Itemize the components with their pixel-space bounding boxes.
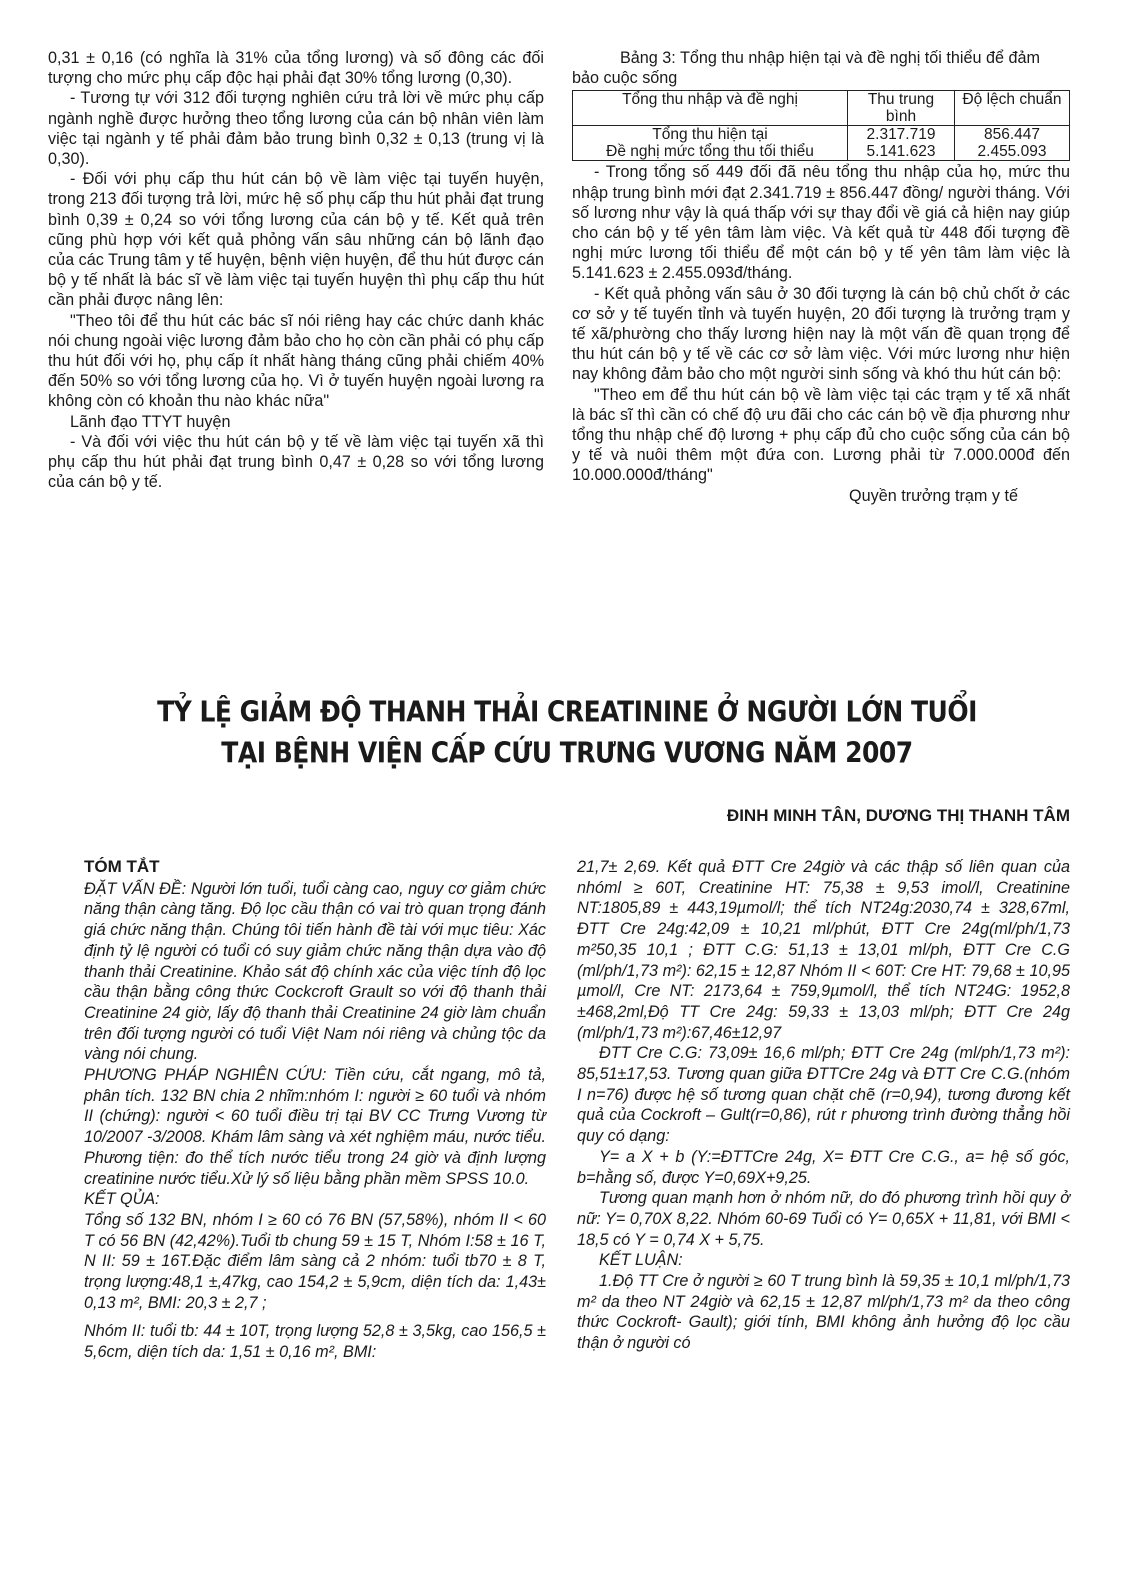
paragraph: Nhóm II: tuổi tb: 44 ± 10T, trọng lượng 52,8 ± 3,5kg, cao 156,5 ± 5,6cm, diện tích da: 1,51 ± 0,16 m², BMI: bbox=[84, 1322, 546, 1362]
table-header-row bbox=[573, 91, 1070, 126]
article-title-line-1: TỶ LỆ GIẢM ĐỘ THANH THẢI CREATININE Ở NGƯỜI LỚN TUỔI bbox=[157, 694, 977, 729]
paragraph: PHƯƠNG PHÁP NGHIÊN CỨU: Tiền cứu, cắt ngang, mô tả, phân tích. 132 BN chia 2 nhĩm:nhóm I: người ≥ 60 tuổi và nhóm II (chứng): người < 60 tuổi điều trị tại BV CC Trưng Vương từ 10/2007 -3/2008. Khám lâm sàng và xét nghiệm máu, nước tiểu. Phương tiện: đo thể tích nước tiểu trong 24 giờ và định lượng creatinine nước tiểu.Xử lý số liệu bằng phần mềm SPSS 10.0. bbox=[84, 1066, 546, 1188]
table-row bbox=[573, 126, 1070, 144]
paragraph: 1.Độ TT Cre ở người ≥ 60 T trung bình là 59,35 ± 10,1 ml/ph/1,73 m² da theo NT 24giờ và 62,15 ± 12,87 ml/ph/1,73 m² da theo công thức Cockroft- Gault); giới tính, BMI không ảnh hưởng độ lọc cầu thận ở người có bbox=[577, 1272, 1070, 1353]
table-header: Độ lệch chuẩn bbox=[955, 91, 1070, 126]
paragraph: - Và đối với việc thu hút cán bộ y tế về làm việc tại tuyến xã thì phụ cấp thu hút phải đạt trung bình 0,47 ± 0,28 so với tổng lương của cán bộ y tế. bbox=[48, 432, 544, 492]
section-heading: KẾT LUẬN: bbox=[599, 1251, 683, 1270]
equation: Y= a X + b (Y:=ĐTTCre 24g, X= ĐTT Cre C.G., a= hệ số góc, b=hằng số, được Y=0,69X+9,25. bbox=[577, 1147, 1070, 1187]
article-authors: ĐINH MINH TÂN, DƯƠNG THỊ THANH TÂM bbox=[726, 806, 1070, 825]
top-right-column bbox=[572, 48, 1070, 506]
quote-attribution: Lãnh đạo TTYT huyện bbox=[70, 412, 231, 431]
income-table bbox=[572, 90, 1070, 161]
table-cell: Đề nghị mức tổng thu tối thiểu bbox=[573, 143, 848, 161]
table-cell: 856.447 bbox=[955, 126, 1070, 144]
table-caption: Bảng 3: Tổng thu nhập hiện tại và đề nghị tối thiểu để đảm bảo cuộc sống bbox=[572, 49, 1040, 88]
table-cell: 2.455.093 bbox=[955, 143, 1070, 161]
quote-attribution: Quyền trưởng trạm y tế bbox=[849, 486, 1018, 505]
top-left-column bbox=[48, 48, 544, 492]
paragraph: 0,31 ± 0,16 (có nghĩa là 31% của tổng lương) và số đông các đối tượng cho mức phụ cấp độc hại phải đạt 30% tổng lương (0,30). bbox=[48, 49, 544, 88]
paragraph: - Đối với phụ cấp thu hút cán bộ về làm việc tại tuyến huyện, trong 213 đối tượng trả lời, mức hệ số phụ cấp thu hút phải đạt trung bình 0,39 ± 0,24 so với tổng lương của cán bộ y tế. Kết quả trên cũng phù hợp với kết quả phỏng vấn sâu những cán bộ lãnh đạo của các Trung tâm y tế huyện, bệnh viện huyện, để thu hút được cán bộ y tế nhất là bác sĩ về làm việc tại tuyến huyện thì phụ cấp thu hút cần phải được nâng lên: bbox=[48, 170, 544, 310]
paragraph: Tương quan mạnh hơn ở nhóm nữ, do đó phương trình hồi quy ở nữ: Y= 0,70X 8,22. Nhóm 60-69 Tuổi có Y= 0,65X + 11,81, với BMI < 18,5 có Y = 0,74 X + 5,75. bbox=[577, 1189, 1070, 1249]
paragraph: - Trong tổng số 449 đối đã nêu tổng thu nhập của họ, mức thu nhập trung bình mới đạt 2.341.719 ± 856.447 đồng/ người tháng. Với số lương như vậy là quá thấp với sự thay đổi về giá cả hiện nay giúp cho cán bộ y tế yên tâm làm việc. Và kết quả từ 448 đối tượng đề nghị mức lương tối thiểu để một cán bộ y tế yên tâm làm việc là 5.141.623 ± 2.455.093đ/tháng. bbox=[572, 163, 1070, 283]
section-heading: KẾT QỦA: bbox=[84, 1190, 160, 1209]
paragraph: ĐTT Cre C.G: 73,09± 16,6 ml/ph; ĐTT Cre 24g (ml/ph/1,73 m²): 85,51±17,53. Tương quan giữa ĐTTCre 24g và ĐTT Cre C.G.(nhóm I n=76) được hệ số tương quan chặt chẽ (r=0,94), tương đương kết quả của Cockroft – Gult(r=0,86), rút r phương trình đường thẳng hồi quy có dạng: bbox=[577, 1044, 1070, 1146]
abstract-left-column bbox=[84, 857, 546, 1363]
quote: "Theo tôi để thu hút các bác sĩ nói riêng hay các chức danh khác nói chung ngoài việc lương đảm bảo cho họ còn cần phải có phụ cấp thu hút đối với họ, phụ cấp ít nhất hàng tháng cũng phải chiếm 40% đến 50% so với tổng lương của họ. Vì ở tuyến huyện ngoài lương ra không còn có khoản thu nào khác nữa" bbox=[48, 311, 544, 411]
paragraph: 21,7± 2,69. Kết quả ĐTT Cre 24giờ và các thập số liên quan của nhóml ≥ 60T, Creatinine HT: 75,38 ± 9,53 imol/l, Creatinine NT:1805,89 ± 443,19µmol/l; thể tích NT24g:2030,74 ± 328,67ml, ĐTT Cre 24g:42,09 ± 10,21 ml/phút, ĐTT Cre 24g(ml/ph/1,73 m²50,35 10,1 ; ĐTT C.G: 51,13 ± 13,01 ml/ph, ĐTT Cre C.G (ml/ph/1,73 m²): 62,15 ± 12,87 Nhóm II < 60T: Cre HT: 79,68 ± 10,95 µmol/l, Cre NT: 2173,64 ± 759,9µmol/l, thể tích NT24G: 1952,8 ±468,2ml,Độ TT Cre 24g: 59,33 ± 13,03 ml/ph; ĐTT Cre 24g (ml/ph/1,73 m²):67,46±12,97 bbox=[577, 858, 1070, 1042]
paragraph: Tổng số 132 BN, nhóm I ≥ 60 có 76 BN (57,58%), nhóm II < 60 T có 56 BN (42,42%).Tuổi tb chung 59 ± 15 T, Nhóm I:58 ± 16 T, N II: 59 ± 16T.Đặc điểm lâm sàng cả 2 nhóm: tuổi tb70 ± 8 T, trọng lượng:48,1 ±,47kg, cao 154,2 ± 5,9cm, diện tích da: 1,43± 0,13 m², BMI: 20,3 ± 2,7 ; bbox=[84, 1210, 546, 1312]
quote: "Theo em để thu hút cán bộ về làm việc tại các trạm y tế xã nhất là bác sĩ thì cần có chế độ ưu đãi cho các cán bộ về địa phương như tổng thu nhập chế độ lương + phụ cấp đủ cho cuộc sống của cán bộ y tế và nuôi thêm một đứa con. Lương phải từ 7.000.000đ đến 10.000.000đ/tháng" bbox=[572, 385, 1070, 485]
article-title-line-2: TẠI BỆNH VIỆN CẤP CỨU TRƯNG VƯƠNG NĂM 2007 bbox=[221, 735, 913, 770]
table-header: Thu trung bình bbox=[848, 91, 955, 126]
table-cell: 2.317.719 bbox=[848, 126, 955, 144]
table-row bbox=[573, 143, 1070, 161]
abstract-heading: TÓM TẮT bbox=[84, 857, 160, 876]
abstract-right-column bbox=[577, 857, 1070, 1354]
table-cell: Tổng thu hiện tại bbox=[573, 126, 848, 144]
paragraph: - Tương tự với 312 đối tượng nghiên cứu trả lời về mức phụ cấp ngành nghề được hưởng theo tổng lương của cán bộ nhân viên làm việc tại ngành y tế phải đảm bảo trung bình 0,32 ± 0,13 (trung vị là 0,30). bbox=[48, 89, 544, 169]
paragraph: ĐẶT VẤN ĐỀ: Người lớn tuổi, tuổi càng cao, nguy cơ giảm chức năng thận càng tăng. Độ lọc cầu thận có vai trò quan trọng đánh giá chức năng thận. Chúng tôi tiến hành đề tài với mục tiêu: Xác định tỷ lệ người có tuổi có suy giảm chức năng thận dựa vào độ thanh thải Creatinine. Khảo sát độ chính xác của việc tính độ lọc cầu thận bằng công thức Cockcroft Grault so với độ thanh thải Creatinine 24 giờ, lấy độ thanh thải Creatinine 24 giờ làm chuẩn trên đối tượng người có tuổi Việt Nam nói riêng và chủng tộc da vàng nói chung. bbox=[84, 879, 546, 1064]
table-header: Tổng thu nhập và đề nghị bbox=[573, 91, 848, 126]
table-cell: 5.141.623 bbox=[848, 143, 955, 161]
paragraph: - Kết quả phỏng vấn sâu ở 30 đối tượng là cán bộ chủ chốt ở các cơ sở y tế tuyến tỉnh và tuyến huyện, 20 đối tượng là trưởng trạm y tế xã/phường cho thấy lương hiện nay là một vấn đề quan trọng để thu hút cán bộ y tế về các cơ sở làm việc. Với mức lương như hiện nay không đảm bảo cho một người sinh sống và khó thu hút cán bộ: bbox=[572, 284, 1070, 384]
